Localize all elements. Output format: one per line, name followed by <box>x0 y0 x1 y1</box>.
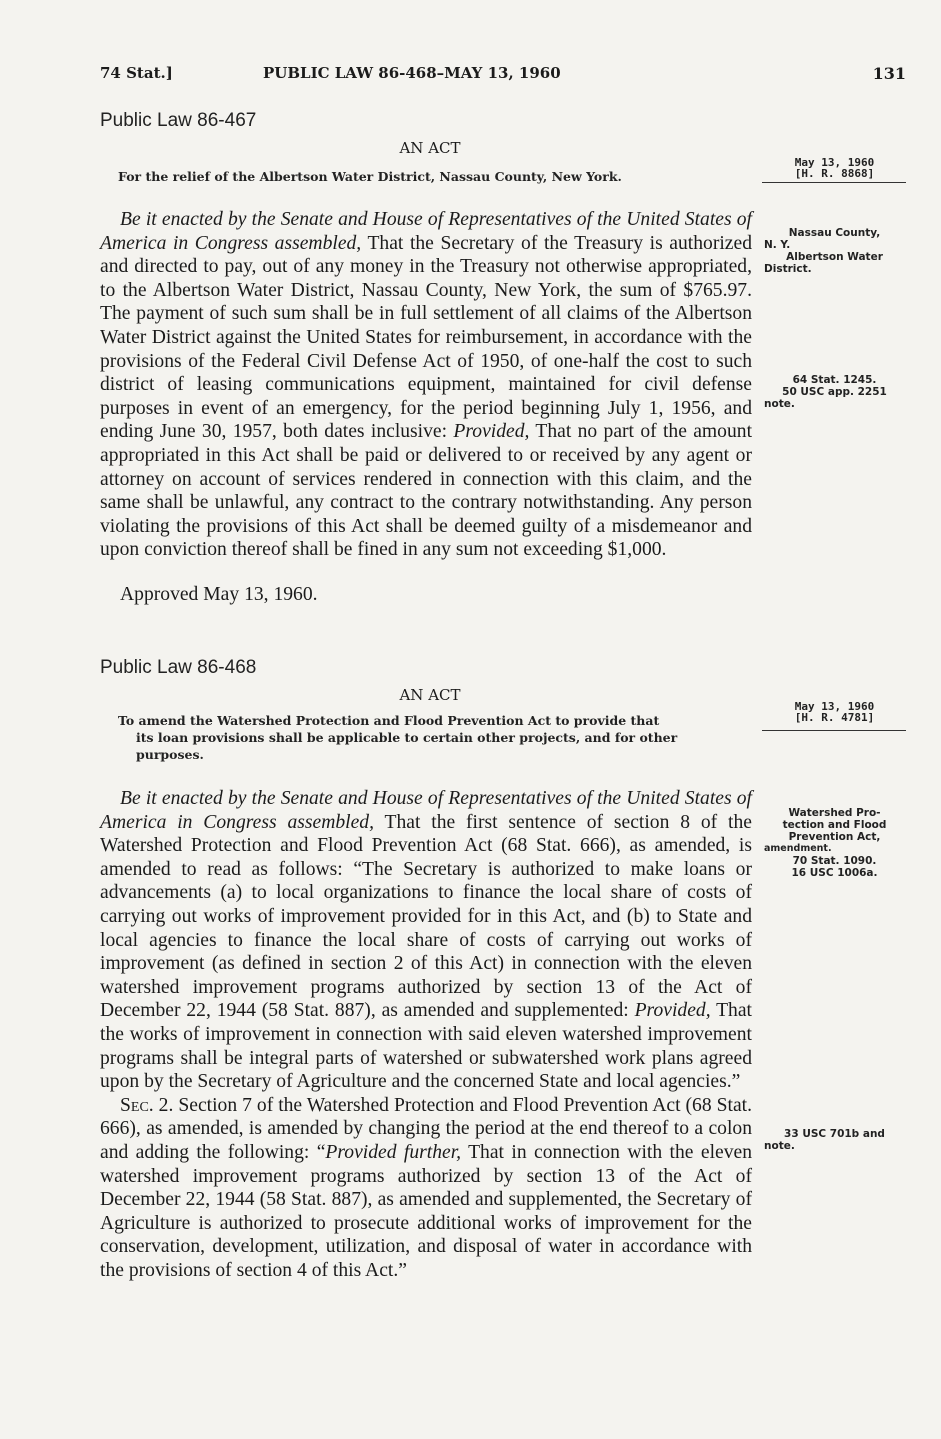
act-heading-1: AN ACT <box>399 139 461 157</box>
margin-date: May 13, 1960 <box>794 156 875 169</box>
margin-text: 50 USC app. 2251 <box>782 386 887 398</box>
margin-text: note. <box>764 398 795 410</box>
margin-text: 70 Stat. 1090. <box>792 855 877 867</box>
purpose-text: purposes. <box>136 747 204 762</box>
margin-rule-2 <box>762 730 906 731</box>
enacting-clause: Be it enacted by the Senate and House of Representatives of the United States of America in Congress assembled, <box>100 788 752 833</box>
margin-text: N. Y. <box>764 239 791 251</box>
page-number: 131 <box>872 64 906 83</box>
act-heading-2: AN ACT <box>399 686 461 704</box>
act-purpose-2 <box>118 712 677 763</box>
margin-date-1 <box>762 157 907 179</box>
enacting-clause: Be it enacted by the Senate and House of Representatives of the United States of America in Congress assembled, <box>100 209 752 254</box>
body-text: That the first sentence of section 8 of the Watershed Protection and Flood Prevention Act (68 Stat. 666), as amended, is amended to read as follows: “The Secretary is authorized to make loans or advancements (a) to local organizations to finance the local share of costs of carrying out works of improvement provided for in this Act, and (b) to State and local agencies to finance the local share of costs of carrying out works of improvement (as defined in section 2 of this Act) in connection with the eleven watershed improvement programs authorized by section 13 of the Act of December 22, 1944 (58 Stat. 887), as amended and supplemented: <box>100 811 752 1022</box>
body-text: That the works of improvement in connection with said eleven watershed improvement programs shall be integral parts of watershed or subwatershed work plans agreed upon by the Secretary of Agriculture and the concerned State and local agencies.” <box>100 1000 752 1093</box>
margin-note-nassau <box>762 227 907 275</box>
approval-date: Approved May 13, 1960. <box>120 584 318 605</box>
proviso: Provided, <box>634 1000 711 1022</box>
proviso: Provided further, <box>325 1141 462 1163</box>
law-body-86-467 <box>100 208 752 562</box>
proviso: Provided, <box>453 421 530 443</box>
body-text: Section 7 of the Watershed Protection and Flood Prevention Act (68 Stat. 666), as amended, is amended by changing the period at the end thereof to a colon and adding the following: “ <box>100 1094 752 1163</box>
statute-volume: 74 Stat.] <box>100 64 173 82</box>
margin-text: amendment. <box>764 843 832 854</box>
section-label: Sec. 2. <box>120 1094 174 1116</box>
act-purpose-1: For the relief of the Albertson Water District, Nassau County, New York. <box>118 169 622 184</box>
purpose-text: To amend the Watershed Protection and Flood Prevention Act to provide that <box>118 713 660 728</box>
margin-text: note. <box>764 1140 795 1152</box>
body-text: That in connection with the eleven watershed improvement programs authorized by section 13 of the Act of December 22, 1944 (58 Stat. 887), as amended and supplemented, the Secretary of Agriculture is authorized to prosecute additional works of improvement for the conservation, development, utilization, and disposal of water in accordance with the provisions of section 4 of this Act.” <box>100 1141 753 1281</box>
running-title: PUBLIC LAW 86-468–MAY 13, 1960 <box>263 64 561 82</box>
margin-text: 16 USC 1006a. <box>791 867 878 879</box>
margin-text: tection and Flood <box>782 819 887 831</box>
running-header <box>100 64 906 88</box>
law-body-86-468 <box>100 787 752 1282</box>
margin-text: Watershed Pro- <box>788 807 881 819</box>
margin-bill-number: [H. R. 4781] <box>794 711 875 724</box>
purpose-text: its loan provisions shall be applicable to certain other projects, and for other <box>136 730 678 745</box>
margin-date: May 13, 1960 <box>794 700 875 713</box>
margin-note-stat-1 <box>762 374 907 410</box>
margin-date-2 <box>762 701 907 723</box>
margin-text: 33 USC 701b and <box>784 1128 885 1140</box>
margin-note-usc <box>762 1128 907 1152</box>
margin-note-watershed <box>762 807 907 879</box>
law-title-86-467: Public Law 86-467 <box>100 110 257 131</box>
margin-rule-1 <box>762 182 906 183</box>
margin-text: 64 Stat. 1245. <box>792 374 877 386</box>
law-title-86-468: Public Law 86-468 <box>100 657 257 678</box>
body-text: That no part of the amount appropriated in this Act shall be paid or delivered to or received by any agent or attorney on account of services rendered in connection with this claim, and the same shall be unlawful, any contract to the contrary notwithstanding. Any person violating the provisions of this Act shall be deemed guilty of a misdemeanor and upon conviction thereof shall be fined in any sum not exceeding $1,000. <box>100 421 753 561</box>
margin-text: District. <box>764 263 812 275</box>
margin-text: Nassau County, <box>788 227 881 239</box>
margin-bill-number: [H. R. 8868] <box>794 167 875 180</box>
margin-text: Prevention Act, <box>788 831 881 843</box>
margin-text: Albertson Water <box>786 251 883 263</box>
body-text: That the Secretary of the Treasury is authorized and directed to pay, out of any money in the Treasury not otherwise appropriated, to the Albertson Water District, Nassau County, New York, the sum of $765.97. The payment of such sum shall be in full settlement of all claims of the Albertson Water District against the United States for reimbursement, in accordance with the provisions of the Federal Civil Defense Act of 1950, of one-half the cost to such district of leasing communications equipment, maintained for civil defense purposes in event of an emergency, for the period beginning July 1, 1956, and ending June 30, 1957, both dates inclusive: <box>100 232 752 443</box>
